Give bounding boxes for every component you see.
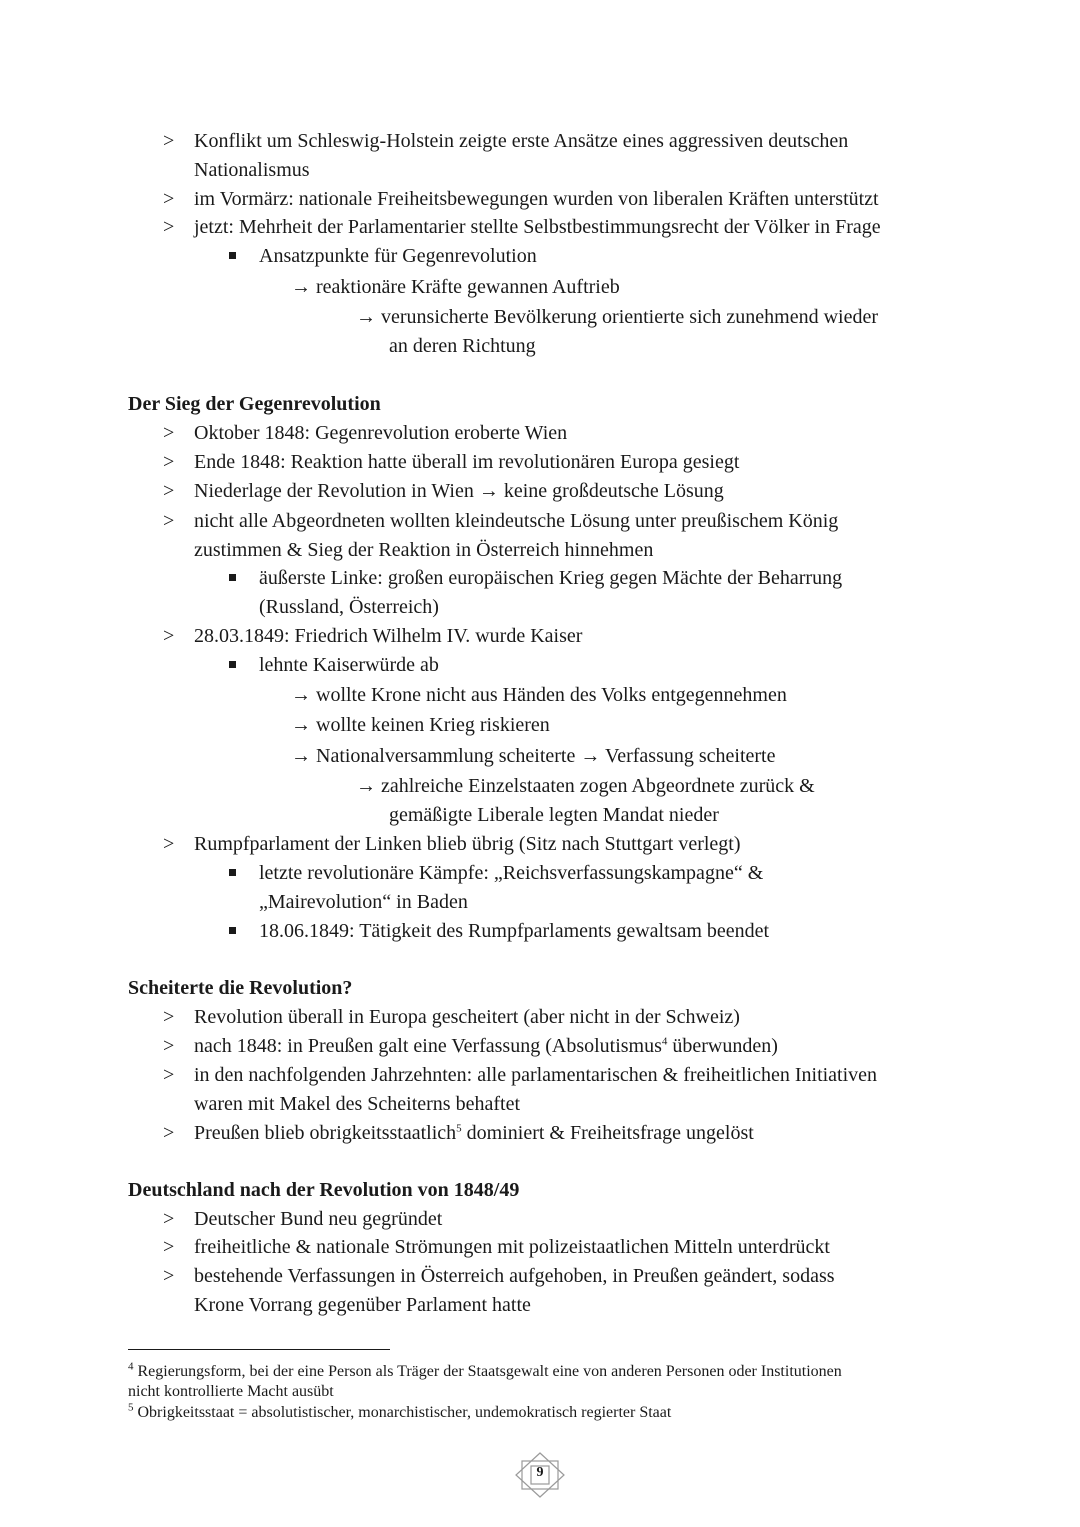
bullet-marker: > <box>163 1035 175 1057</box>
sieg-arrow-3: → Nationalversammlung scheiterte → Verfassung scheiterte <box>291 745 776 767</box>
footnote-ref-4: 4 <box>661 1035 668 1048</box>
square-bullet-icon <box>229 927 236 934</box>
bullet-marker: > <box>163 216 175 238</box>
intro-item-2: im Vormärz: nationale Freiheitsbewegungen wurden von liberalen Kräften unterstützt <box>194 188 879 210</box>
intro-item-1-line-2: Nationalismus <box>194 159 310 181</box>
nach-bullet-3-line-2: Krone Vorrang gegenüber Parlament hatte <box>194 1294 531 1316</box>
sieg-bullet-4-sub-line-1: äußerste Linke: großen europäischen Krieg gegen Mächte der Beharrung <box>259 567 843 589</box>
bullet-marker: > <box>163 188 175 210</box>
sieg-bullet-6-sub-1-line-1: letzte revolutionäre Kämpfe: „Reichsverfassungskampagne“ & <box>259 862 764 884</box>
bullet-marker: > <box>163 1006 175 1028</box>
footnote-4-text: Regierungsform, bei der eine Person als Träger der Staatsgewalt eine von anderen Personen oder Institutionen <box>137 1363 842 1380</box>
heading-scheitern: Scheiterte die Revolution? <box>128 977 353 999</box>
square-bullet-icon <box>229 252 236 259</box>
bullet-marker: > <box>163 1265 175 1287</box>
nach-bullet-1: Deutscher Bund neu gegründet <box>194 1208 443 1230</box>
scheitern-bullet-2-text: nach 1848: in Preußen galt eine Verfassung (Absolutismus <box>194 1035 662 1057</box>
sieg-arrow-4-line-2: gemäßigte Liberale legten Mandat nieder <box>389 804 719 826</box>
scheitern-bullet-2 <box>194 1034 778 1058</box>
intro-sub-1: Ansatzpunkte für Gegenrevolution <box>259 245 537 267</box>
bullet-marker: > <box>163 510 175 532</box>
sieg-bullet-6: Rumpfparlament der Linken blieb übrig (Sitz nach Stuttgart verlegt) <box>194 833 741 855</box>
scheitern-bullet-3-line-1: in den nachfolgenden Jahrzehnten: alle parlamentarischen & freiheitlichen Initiativen <box>194 1064 878 1086</box>
bullet-marker: > <box>163 1064 175 1086</box>
intro-arrow-1: → reaktionäre Kräfte gewannen Auftrieb <box>291 276 620 298</box>
footnote-5-number: 5 <box>128 1401 134 1414</box>
footnote-4-line-2: nicht kontrollierte Macht ausübt <box>128 1383 334 1400</box>
bullet-marker: > <box>163 1236 175 1258</box>
sieg-bullet-5-sub: lehnte Kaiserwürde ab <box>259 654 439 676</box>
sieg-bullet-4-line-2: zustimmen & Sieg der Reaktion in Österreich hinnehmen <box>194 539 654 561</box>
bullet-marker: > <box>163 130 175 152</box>
sieg-arrow-2: → wollte keinen Krieg riskieren <box>291 714 550 736</box>
sieg-arrow-1: → wollte Krone nicht aus Händen des Volks entgegennehmen <box>291 684 787 706</box>
scheitern-bullet-1: Revolution überall in Europa gescheitert (aber nicht in der Schweiz) <box>194 1006 740 1028</box>
intro-arrow-2-line-2: an deren Richtung <box>389 335 536 357</box>
sieg-bullet-6-sub-2: 18.06.1849: Tätigkeit des Rumpfparlaments gewaltsam beendet <box>259 920 770 942</box>
bullet-marker: > <box>163 1208 175 1230</box>
bullet-marker: > <box>163 451 175 473</box>
nach-bullet-2: freiheitliche & nationale Strömungen mit polizeistaatlichen Mitteln unterdrückt <box>194 1236 830 1258</box>
scheitern-bullet-3-line-2: waren mit Makel des Scheiterns behaftet <box>194 1093 520 1115</box>
footnote-4-number: 4 <box>128 1360 134 1373</box>
page-number-badge <box>512 1451 568 1499</box>
bullet-marker: > <box>163 1122 175 1144</box>
sieg-bullet-6-sub-1-line-2: „Mairevolution“ in Baden <box>259 891 468 913</box>
intro-item-3: jetzt: Mehrheit der Parlamentarier stellte Selbstbestimmungsrecht der Völker in Frage <box>194 216 881 238</box>
heading-sieg: Der Sieg der Gegenrevolution <box>128 393 381 415</box>
bullet-marker: > <box>163 833 175 855</box>
bullet-marker: > <box>163 480 175 502</box>
bullet-marker: > <box>163 625 175 647</box>
heading-nach: Deutschland nach der Revolution von 1848/49 <box>128 1179 520 1201</box>
footnote-divider <box>128 1349 390 1350</box>
scheitern-bullet-2-text-end: überwunden) <box>667 1035 778 1057</box>
square-bullet-icon <box>229 869 236 876</box>
bullet-marker: > <box>163 422 175 444</box>
intro-arrow-2-line-1: → verunsicherte Bevölkerung orientierte sich zunehmend wieder <box>356 306 879 328</box>
nach-bullet-3-line-1: bestehende Verfassungen in Österreich aufgehoben, in Preußen geändert, sodass <box>194 1265 835 1287</box>
page-number: 9 <box>536 1465 544 1480</box>
square-bullet-icon <box>229 661 236 668</box>
sieg-bullet-4-sub-line-2: (Russland, Österreich) <box>259 596 439 618</box>
sieg-bullet-4-line-1: nicht alle Abgeordneten wollten kleindeutsche Lösung unter preußischem König <box>194 510 839 532</box>
sieg-bullet-3: Niederlage der Revolution in Wien → keine großdeutsche Lösung <box>194 480 724 502</box>
sieg-bullet-1: Oktober 1848: Gegenrevolution eroberte Wien <box>194 422 568 444</box>
scheitern-bullet-4-text-end: dominiert & Freiheitsfrage ungelöst <box>461 1122 754 1144</box>
square-bullet-icon <box>229 574 236 581</box>
footnote-ref-5: 5 <box>456 1122 462 1135</box>
footnote-5-text: Obrigkeitsstaat = absolutistischer, monarchistischer, undemokratisch regierter Staat <box>137 1404 672 1421</box>
scheitern-bullet-4-text: Preußen blieb obrigkeitsstaatlich <box>194 1122 457 1144</box>
footnote-5 <box>128 1403 671 1423</box>
scheitern-bullet-4 <box>194 1121 754 1145</box>
intro-item-1-line-1: Konflikt um Schleswig-Holstein zeigte erste Ansätze eines aggressiven deutschen <box>194 130 849 152</box>
footnote-4-line-1 <box>128 1362 842 1382</box>
sieg-bullet-2: Ende 1848: Reaktion hatte überall im revolutionären Europa gesiegt <box>194 451 740 473</box>
sieg-arrow-4-line-1: → zahlreiche Einzelstaaten zogen Abgeordnete zurück & <box>356 775 815 797</box>
sieg-bullet-5: 28.03.1849: Friedrich Wilhelm IV. wurde Kaiser <box>194 625 583 647</box>
